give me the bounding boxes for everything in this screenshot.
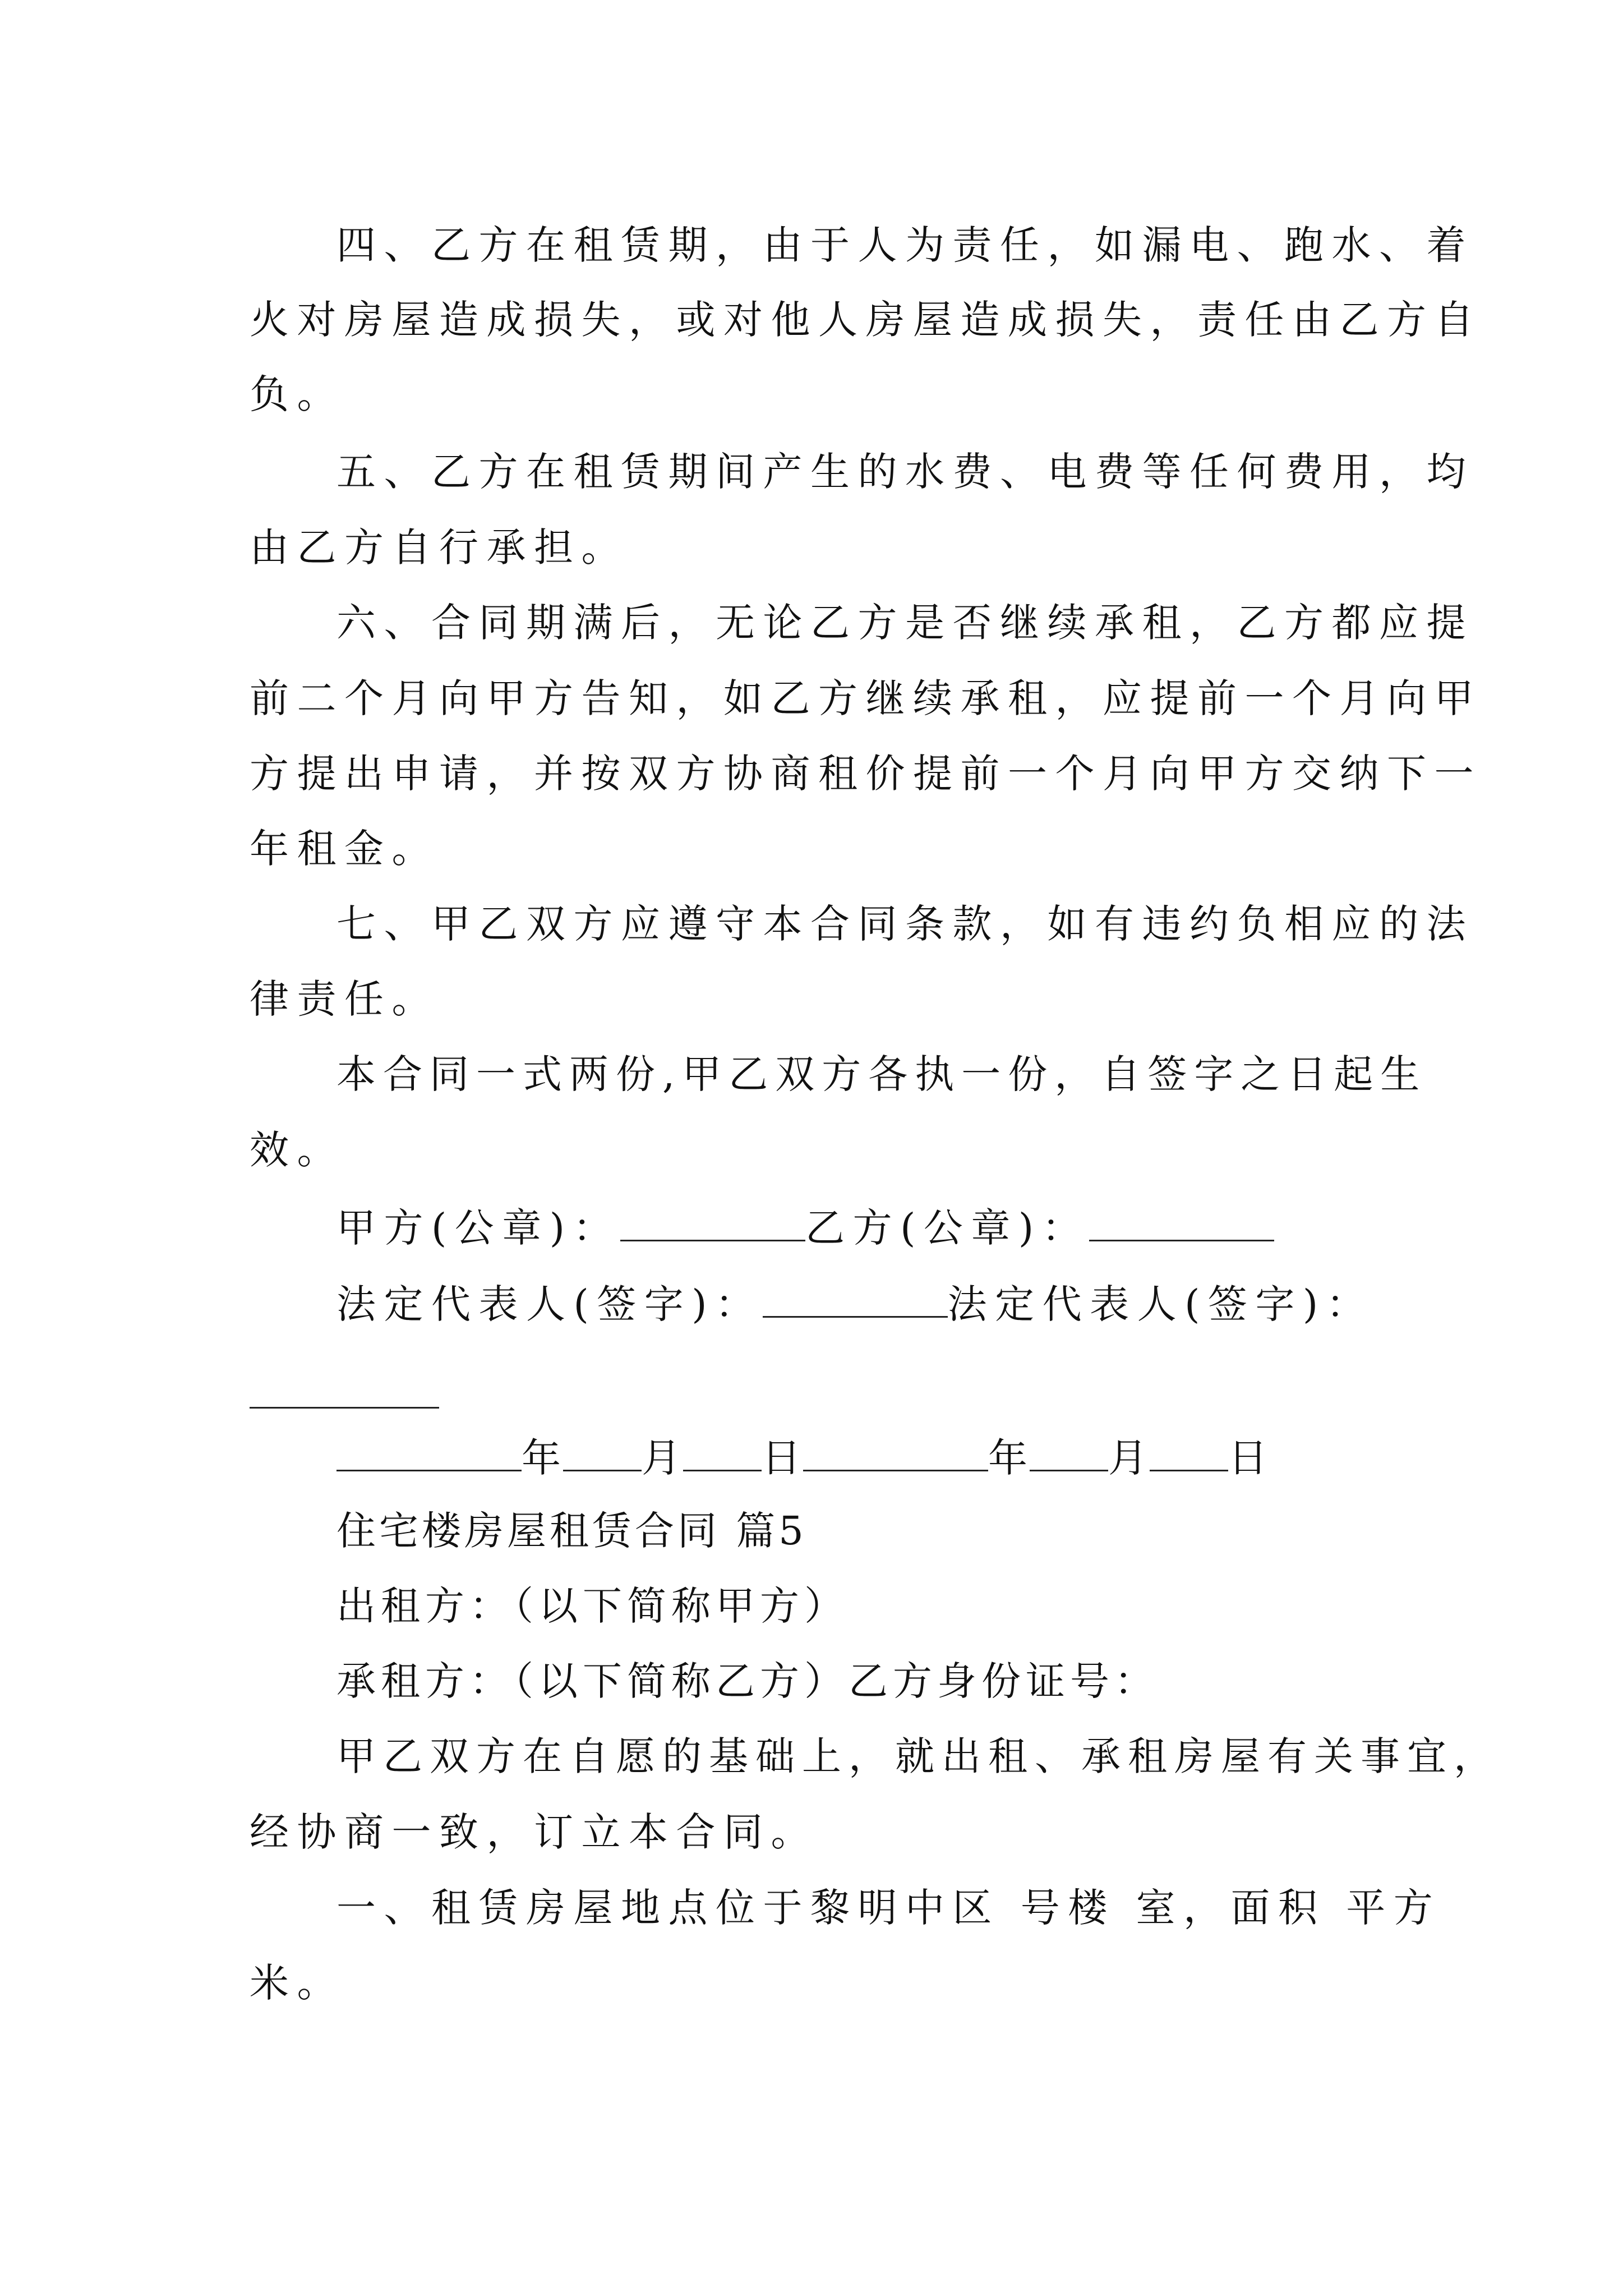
clause-7-line-2: 律责任。 <box>250 976 439 1022</box>
contract-5-heading: 住宅楼房屋租赁合同 篇5 <box>336 1508 807 1554</box>
party-b-seal-blank[interactable] <box>1089 1206 1274 1241</box>
date-b-month-label: 月 <box>1108 1435 1150 1481</box>
intro-line-2: 经协商一致，订立本合同。 <box>250 1809 818 1855</box>
date-b-year-blank[interactable] <box>803 1436 988 1471</box>
date-a-year-blank[interactable] <box>336 1436 522 1471</box>
legal-rep-line <box>336 1281 1481 1327</box>
clause-1-line-2: 米。 <box>250 1960 344 2006</box>
lessee-line: 承租方：（以下简称乙方）乙方身份证号： <box>336 1658 1159 1704</box>
clause-1-line-1: 一、租赁房屋地点位于黎明中区 号楼 室，面积 平方 <box>336 1885 1441 1931</box>
copies-line-1: 本合同一式两份,甲乙双方各执一份，自签字之日起生 <box>336 1051 1427 1097</box>
clause-5-line-2: 由乙方自行承担。 <box>250 524 629 570</box>
legal-rep-a-label: 法定代表人(签字)： <box>336 1281 763 1327</box>
party-a-seal-label: 甲方(公章)： <box>336 1205 621 1251</box>
date-a-year-label: 年 <box>522 1435 563 1481</box>
copies-line-2: 效。 <box>250 1127 344 1173</box>
seal-line <box>336 1205 1481 1251</box>
party-a-seal-blank[interactable] <box>620 1206 805 1241</box>
date-b-day-label: 日 <box>1228 1435 1270 1481</box>
date-line <box>336 1435 1481 1481</box>
date-a-month-blank[interactable] <box>563 1436 642 1471</box>
legal-rep-b-label: 法定代表人(签字)： <box>947 1281 1374 1327</box>
intro-line-1: 甲乙双方在自愿的基础上，就出租、承租房屋有关事宜， <box>336 1733 1500 1779</box>
clause-7-line-1: 七、甲乙双方应遵守本合同条款，如有违约负相应的法 <box>336 901 1474 947</box>
date-a-day-label: 日 <box>762 1435 803 1481</box>
party-b-seal-label: 乙方(公章)： <box>805 1205 1090 1251</box>
clause-5-line-1: 五、乙方在租赁期间产生的水费、电费等任何费用，均 <box>336 449 1474 495</box>
clause-4-line-1: 四、乙方在租赁期，由于人为责任，如漏电、跑水、着 <box>336 222 1474 268</box>
date-a-day-blank[interactable] <box>683 1436 762 1471</box>
legal-rep-a-blank[interactable] <box>763 1282 948 1318</box>
date-b-day-blank[interactable] <box>1150 1436 1228 1471</box>
clause-4-line-3: 负。 <box>250 371 344 417</box>
clause-6-line-2: 前二个月向甲方告知，如乙方继续承租，应提前一个月向甲 <box>250 675 1482 721</box>
lessor-line: 出租方：（以下简称甲方） <box>336 1583 849 1629</box>
clause-6-line-4: 年租金。 <box>250 826 439 872</box>
date-a-month-label: 月 <box>642 1435 683 1481</box>
date-b-month-blank[interactable] <box>1030 1436 1108 1471</box>
clause-6-line-1: 六、合同期满后，无论乙方是否继续承租，乙方都应提 <box>336 600 1474 646</box>
clause-4-line-2: 火对房屋造成损失，或对他人房屋造成损失，责任由乙方自 <box>250 297 1482 343</box>
clause-6-line-3: 方提出申请，并按双方协商租价提前一个月向甲方交纳下一 <box>250 751 1482 797</box>
legal-rep-b-blank[interactable] <box>250 1407 439 1409</box>
date-b-year-label: 年 <box>988 1435 1030 1481</box>
